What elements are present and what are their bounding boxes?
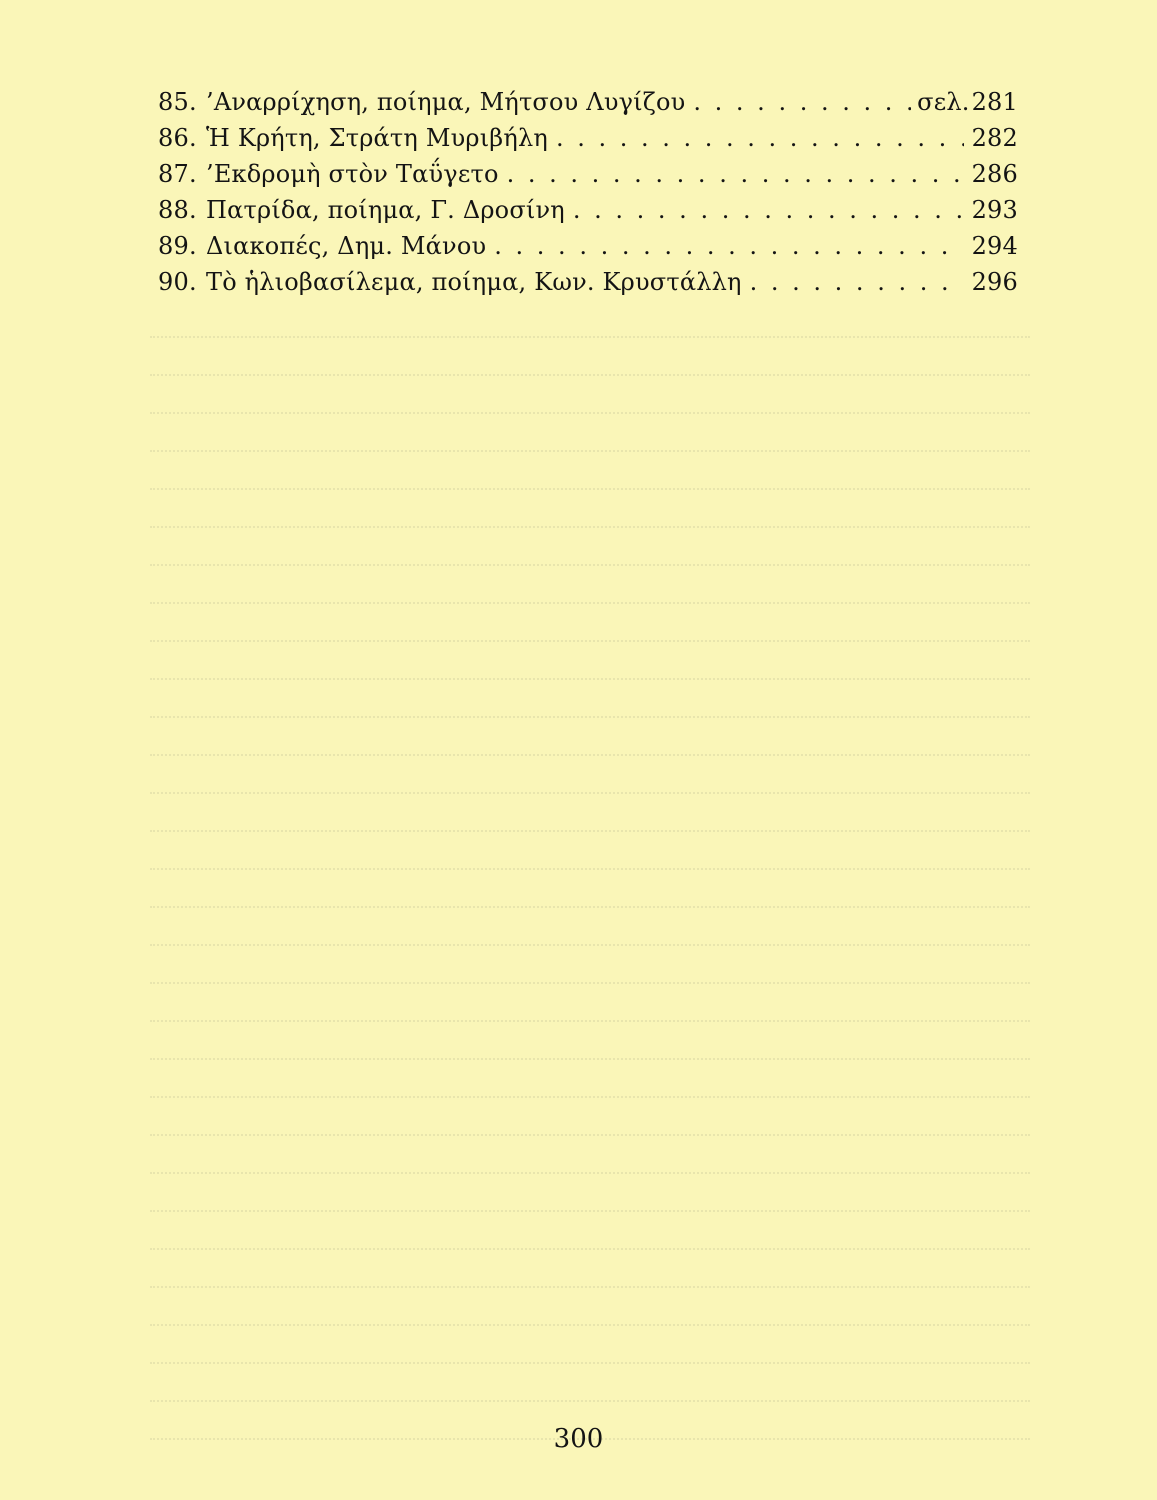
- entry-title: Διακοπές, Δημ. Μάνου: [206, 232, 487, 260]
- toc-entry: [158, 232, 1018, 268]
- toc-entry: [158, 124, 1018, 160]
- entry-page: 294: [971, 232, 1018, 260]
- page-number: 300: [553, 1424, 604, 1454]
- show-through-background: [150, 300, 1030, 1400]
- entry-number: 87.: [158, 160, 197, 188]
- dot-leader: [693, 88, 911, 116]
- entry-page: 281: [971, 88, 1018, 116]
- entry-page: 293: [971, 196, 1018, 224]
- dot-leader: [494, 232, 963, 260]
- page-prefix: σελ.: [917, 88, 970, 116]
- entry-number: 90.: [158, 268, 197, 296]
- table-of-contents: [158, 88, 1018, 304]
- entry-page: 286: [971, 160, 1018, 188]
- dot-leader: [750, 268, 964, 296]
- entry-title: Τὸ ἡλιοβασίλεμα, ποίημα, Κων. Κρυστάλλη: [206, 268, 742, 296]
- dot-leader: [507, 160, 964, 188]
- toc-entry: [158, 160, 1018, 196]
- entry-number: 88.: [158, 196, 197, 224]
- entry-title: ’Εκδρομὴ στὸν Ταΰγετο: [206, 160, 499, 188]
- entry-number: 89.: [158, 232, 197, 260]
- entry-title: Ἡ Κρήτη, Στράτη Μυριβήλη: [206, 124, 548, 152]
- toc-entry: [158, 88, 1018, 124]
- dot-leader: [556, 124, 964, 152]
- toc-entry: [158, 268, 1018, 304]
- dot-leader: [573, 196, 964, 224]
- entry-title: ’Αναρρίχηση, ποίημα, Μήτσου Λυγίζου: [206, 88, 686, 116]
- entry-number: 86.: [158, 124, 197, 152]
- toc-entry: [158, 196, 1018, 232]
- entry-page: 282: [971, 124, 1018, 152]
- entry-number: 85.: [158, 88, 197, 116]
- entry-title: Πατρίδα, ποίημα, Γ. Δροσίνη: [206, 196, 565, 224]
- entry-page: 296: [971, 268, 1018, 296]
